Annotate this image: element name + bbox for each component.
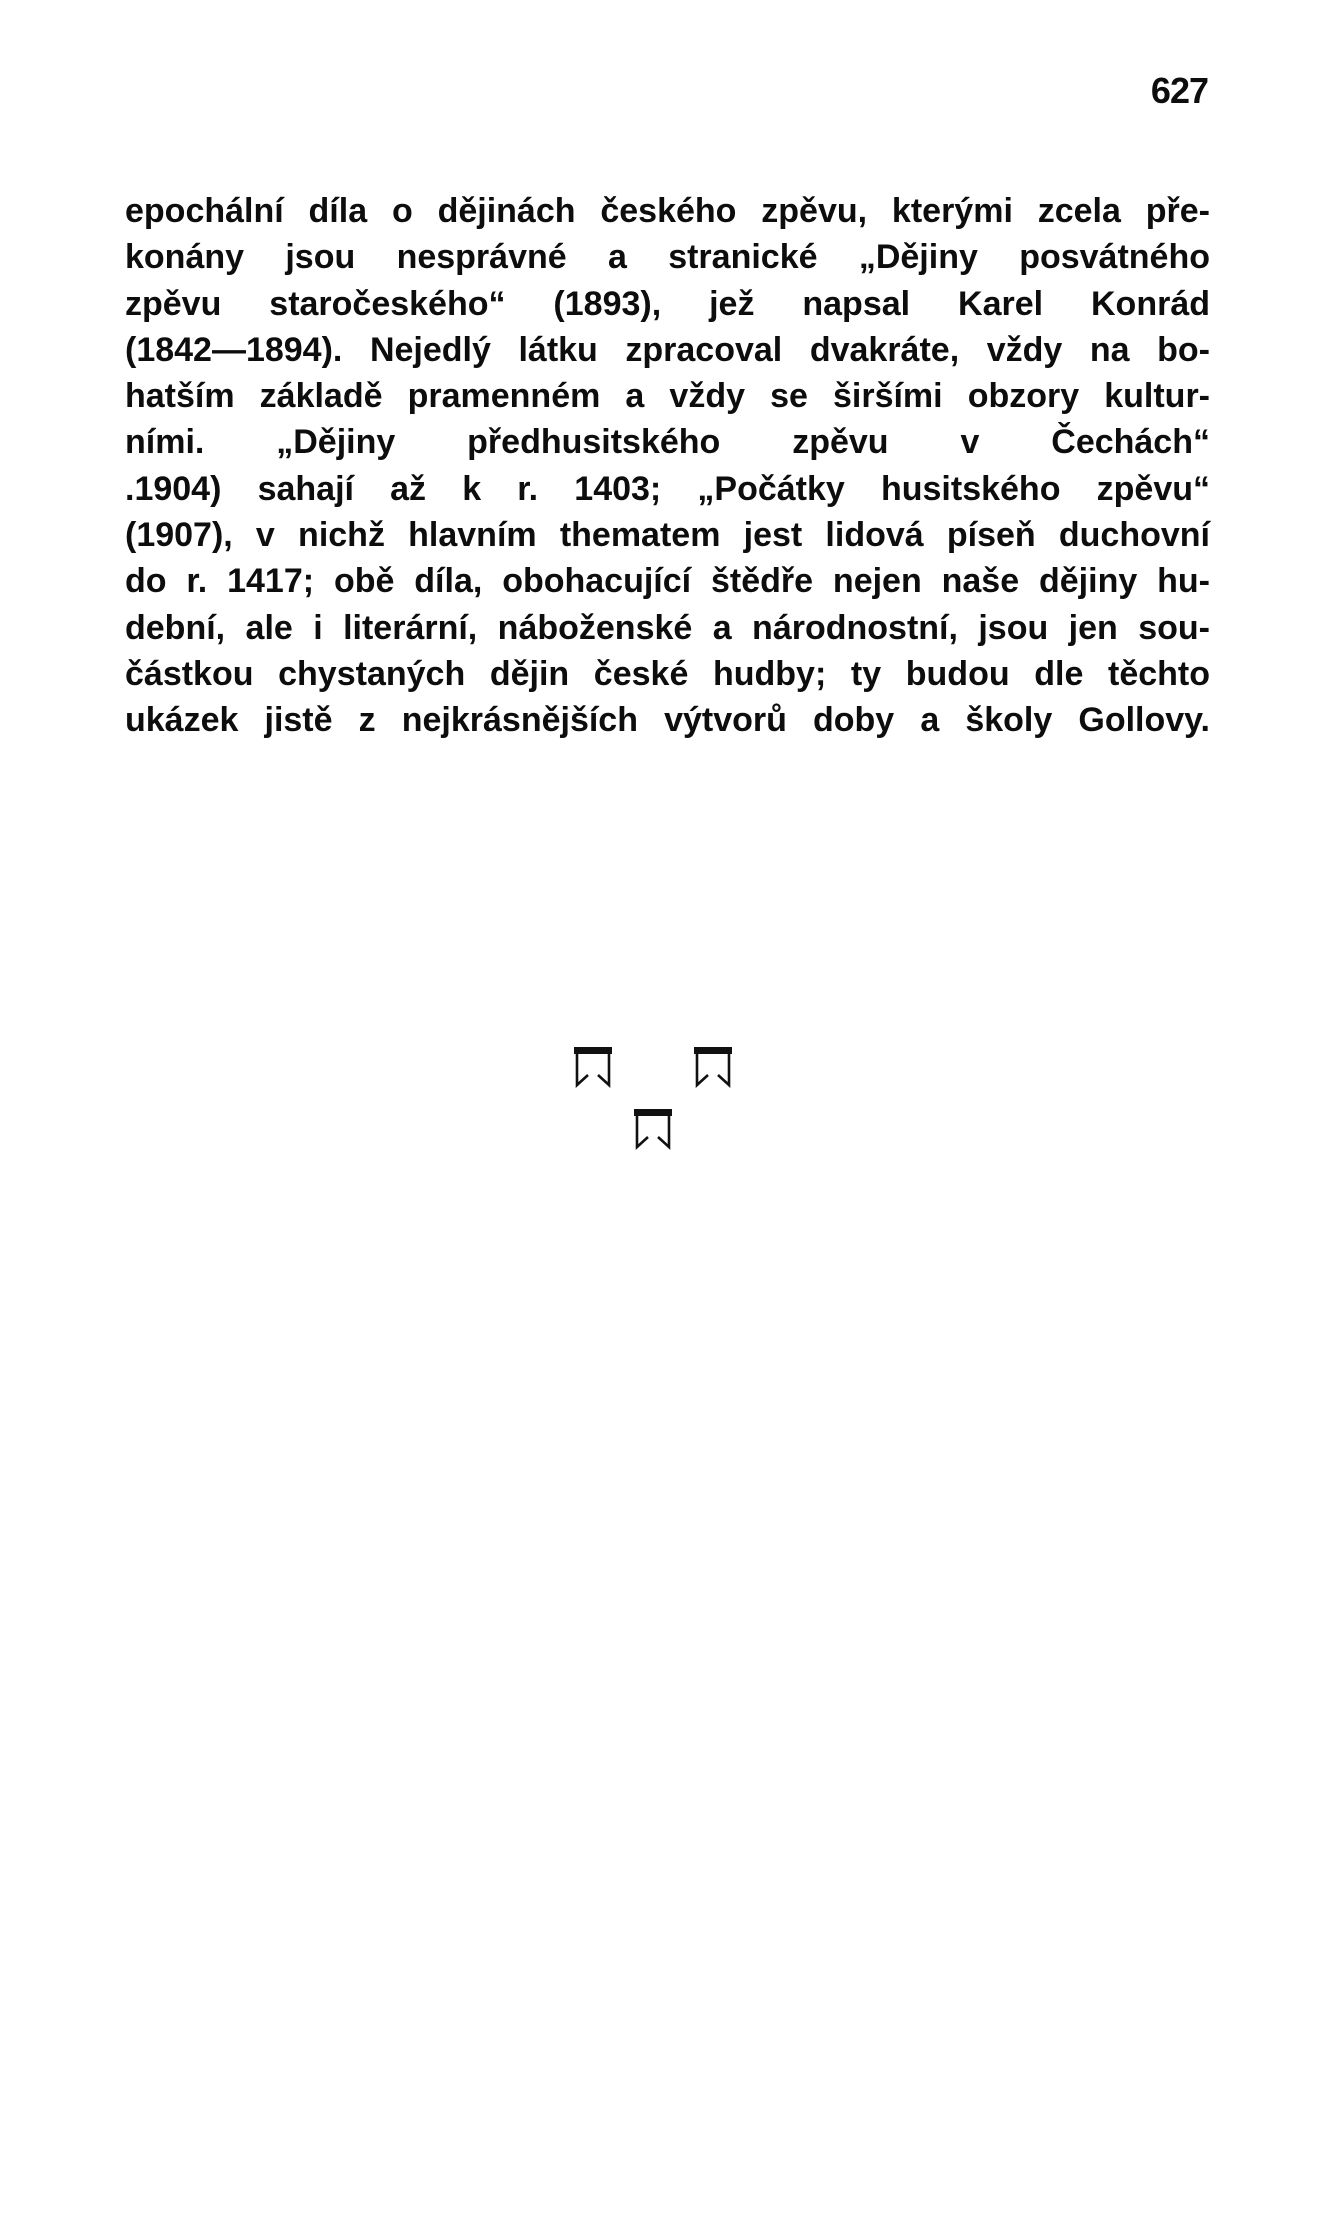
- text-line: zpěvu staročeského“ (1893), jež napsal Karel Konrád: [125, 284, 1210, 323]
- text-line: (1842—1894). Nejedlý látku zpracoval dvakráte, vždy na bo-: [125, 330, 1210, 369]
- text-line: částkou chystaných dějin české hudby; ty budou dle těchto: [125, 654, 1210, 693]
- text-line: hatším základě pramenném a vždy se širšími obzory kultur-: [125, 377, 1210, 416]
- text-line: dební, ale i literární, náboženské a národnostní, jsou jen sou-: [125, 608, 1210, 647]
- text-line: (1907), v nichž hlavním thematem jest lidová píseň duchovní: [125, 516, 1210, 555]
- text-line: konány jsou nesprávné a stranické „Dějiny posvátného: [125, 238, 1210, 277]
- text-line: do r. 1417; obě díla, obohacující štědře nejen naše dějiny hu-: [125, 562, 1210, 601]
- text-line: epochální díla o dějinách českého zpěvu, kterými zcela pře-: [125, 192, 1210, 230]
- body-text: [125, 188, 1210, 744]
- text-line: ukázek jistě z nejkrásnějších výtvorů doby a školy Gollovy.: [125, 701, 1210, 740]
- text-line: ními. „Dějiny předhusitského zpěvu v Čechách“: [125, 423, 1210, 462]
- page-number: 627: [1150, 70, 1208, 111]
- fleuron-icon: [693, 1045, 733, 1095]
- fleuron-icon: [633, 1107, 673, 1157]
- text-line: .1904) sahají až k r. 1403; „Počátky husitského zpěvu“: [125, 469, 1210, 508]
- fleuron-icon: [573, 1045, 613, 1095]
- triple-fleuron-ornament-icon: [565, 1045, 765, 1165]
